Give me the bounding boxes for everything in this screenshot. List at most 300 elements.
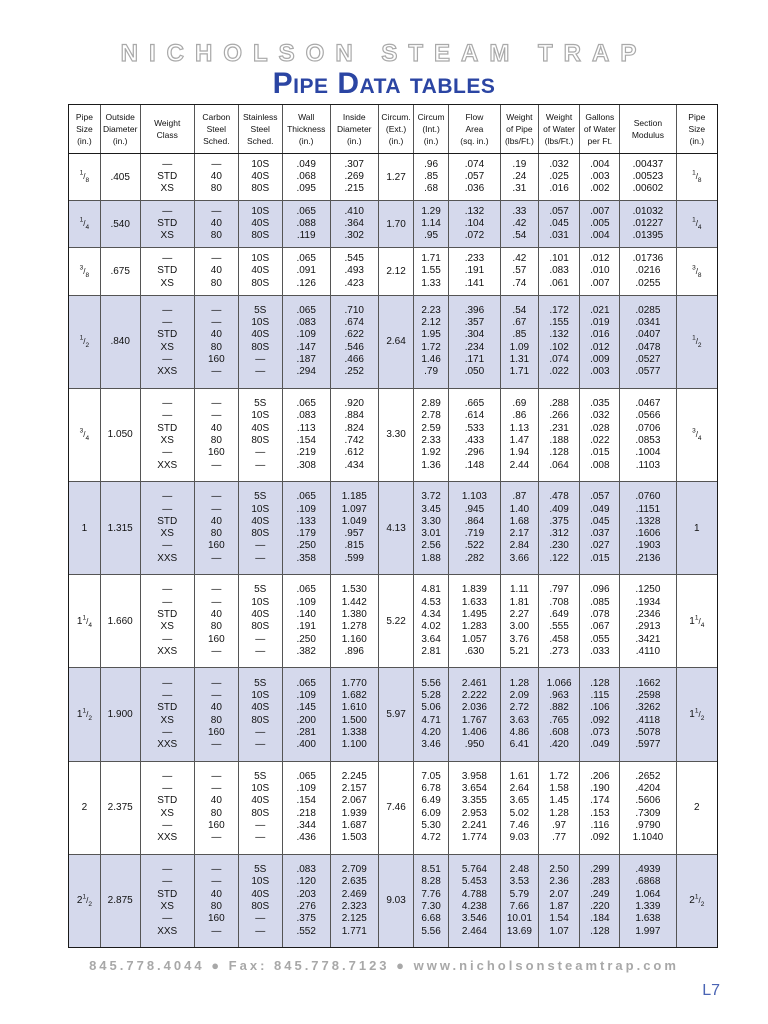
stainless-steel-schedule: 10S [251, 503, 270, 515]
pipe-size-cell [69, 575, 100, 668]
inside-diameter: 2.469 [341, 888, 367, 900]
pipe-size-group [69, 154, 717, 201]
wall-thickness: .218 [296, 807, 316, 819]
pipe-size-denominator: 8 [85, 177, 90, 185]
weight-class: — [162, 584, 173, 596]
outside-diameter-cell [100, 388, 140, 481]
wall-thickness: .358 [296, 552, 316, 564]
section-modulus: .00523 [632, 170, 664, 182]
circumference-internal: 1.55 [421, 265, 441, 277]
circumference-external-cell [378, 248, 414, 295]
stainless-steel-schedule: 40S [251, 515, 270, 527]
weight-of-pipe-cell [501, 248, 539, 295]
weight-class: — [162, 491, 173, 503]
inside-diameter-cell [330, 388, 378, 481]
carbon-steel-schedule: 80 [210, 528, 222, 540]
section-modulus: .6868 [635, 876, 661, 888]
wall-thickness: .088 [296, 218, 316, 230]
column-header-line: of Pipe [506, 123, 533, 134]
column-header-line: (in.) [346, 136, 362, 147]
weight-of-pipe: .69 [512, 398, 527, 410]
weight-of-pipe: 2.09 [509, 689, 530, 701]
section-modulus: .0853 [635, 434, 661, 446]
column-header-line: Weight [545, 111, 573, 122]
gallons-per-foot: .299 [590, 864, 610, 876]
weight-class: — [162, 677, 173, 689]
stainless-steel-schedule: 40S [251, 422, 270, 434]
weight-of-water: 1.87 [549, 900, 569, 912]
column-header [580, 105, 620, 154]
inside-diameter-cell [330, 854, 378, 947]
column-header-line: (lbs/Ft.) [544, 136, 574, 147]
circumference-internal: 3.64 [421, 633, 441, 645]
circumference-internal: 2.23 [421, 304, 441, 316]
flow-area: .665 [464, 398, 485, 410]
stainless-steel-schedule: — [255, 925, 266, 937]
stainless-steel-schedule: — [255, 820, 266, 832]
weight-of-water: .97 [552, 820, 567, 832]
pipe-size-numerator: 3 [692, 427, 696, 435]
fraction-slash: / [698, 896, 701, 906]
section-modulus-cell [620, 761, 676, 854]
stainless-steel-schedule: 10S [251, 253, 270, 265]
pipe-size [77, 616, 92, 627]
pipe-size-denominator: 8 [697, 271, 702, 279]
wall-thickness: .187 [296, 354, 316, 366]
column-header [69, 105, 100, 154]
circumference-external: 1.27 [386, 171, 406, 183]
weight-class-cell [140, 154, 194, 201]
wall-thickness: .133 [296, 515, 316, 527]
section-modulus: .2346 [635, 609, 661, 621]
stainless-steel-schedule: 80S [251, 528, 270, 540]
weight-class-cell [140, 854, 194, 947]
wall-thickness: .147 [296, 341, 316, 353]
wall-thickness: .344 [296, 820, 316, 832]
column-header [282, 105, 330, 154]
gallons-per-foot: .019 [590, 317, 610, 329]
section-modulus: .1662 [635, 677, 661, 689]
weight-of-water: .649 [549, 609, 569, 621]
inside-diameter-cell [330, 248, 378, 295]
weight-of-water: .288 [549, 398, 569, 410]
wall-thickness: .083 [296, 410, 316, 422]
gallons-per-foot: .032 [590, 410, 610, 422]
pipe-size-cell [676, 668, 717, 761]
stainless-steel-schedule-cell [238, 154, 282, 201]
carbon-steel-schedule: 40 [210, 702, 222, 714]
flow-area: 1.406 [461, 726, 487, 738]
weight-class: — [162, 447, 173, 459]
pipe-size-whole: 2 [694, 802, 700, 814]
pipe-size-numerator: 1 [694, 707, 699, 715]
section-modulus: .1934 [635, 596, 661, 608]
wall-thickness: .179 [296, 528, 316, 540]
weight-of-water: .102 [549, 341, 569, 353]
pipe-size [79, 169, 90, 185]
circumference-internal: 4.02 [421, 621, 441, 633]
gallons-per-foot: .049 [590, 503, 610, 515]
column-header-line: Class [156, 130, 178, 140]
weight-of-water: .375 [549, 515, 569, 527]
weight-of-pipe-cell [501, 854, 539, 947]
stainless-steel-schedule: 5S [254, 770, 267, 782]
inside-diameter-cell [330, 482, 378, 575]
carbon-steel-schedule: 40 [210, 888, 222, 900]
weight-of-pipe: 1.09 [509, 341, 530, 353]
weight-of-pipe-cell [501, 154, 539, 201]
circumference-internal-cell [414, 575, 448, 668]
weight-of-pipe: 1.71 [509, 366, 530, 378]
circumference-internal: 7.05 [421, 770, 441, 782]
flow-area: .148 [464, 459, 485, 471]
stainless-steel-schedule: 5S [254, 584, 267, 596]
column-header [448, 105, 500, 154]
weight-class-cell [140, 575, 194, 668]
section-modulus: .1250 [635, 584, 661, 596]
section-modulus: .00437 [632, 158, 664, 170]
stainless-steel-schedule-cell [238, 201, 282, 248]
page-number: L7 [702, 982, 720, 999]
flow-area: 2.241 [461, 820, 487, 832]
weight-of-pipe-cell [501, 388, 539, 481]
circumference-internal: 2.56 [421, 540, 441, 552]
stainless-steel-schedule-cell [238, 388, 282, 481]
wall-thickness-cell [282, 388, 330, 481]
wall-thickness: .109 [296, 783, 316, 795]
circumference-external-cell [378, 388, 414, 481]
wall-thickness: .308 [296, 459, 316, 471]
pipe-size-denominator: 4 [85, 224, 90, 232]
gallons-per-foot: .249 [590, 888, 610, 900]
pipe-size [694, 802, 700, 813]
weight-of-water: .478 [549, 491, 569, 503]
weight-of-pipe: 2.17 [509, 528, 530, 540]
weight-class-cell [140, 761, 194, 854]
gallons-per-foot: .016 [590, 329, 610, 341]
pipe-size-cell [69, 668, 100, 761]
weight-class: XS [160, 183, 174, 195]
inside-diameter: .215 [344, 183, 364, 195]
stainless-steel-schedule: 10S [251, 317, 270, 329]
gallons-per-foot: .220 [590, 900, 610, 912]
section-modulus: .2652 [635, 770, 661, 782]
weight-of-pipe: 4.86 [509, 726, 530, 738]
wall-thickness: .095 [296, 183, 316, 195]
weight-of-pipe-cell [501, 201, 539, 248]
carbon-steel-schedule: 160 [207, 447, 225, 459]
weight-of-pipe: 1.68 [509, 515, 530, 527]
stainless-steel-schedule: — [255, 459, 266, 471]
flow-area: .950 [464, 739, 485, 751]
circumference-external-cell [378, 154, 414, 201]
carbon-steel-schedule: — [211, 645, 222, 657]
circumference-external: 3.30 [386, 429, 406, 441]
circumference-internal: 1.72 [421, 341, 441, 353]
weight-of-pipe: 1.61 [509, 770, 530, 782]
carbon-steel-schedule: 160 [207, 913, 225, 925]
gallons-per-foot-cell [580, 201, 620, 248]
pipe-size-numerator: 3 [79, 427, 84, 435]
weight-of-pipe: 2.72 [509, 702, 530, 714]
column-header-line: (in.) [423, 136, 439, 147]
fraction-slash: / [83, 266, 86, 276]
inside-diameter: .466 [344, 354, 364, 366]
circumference-internal: 2.78 [421, 410, 441, 422]
wall-thickness: .375 [296, 913, 316, 925]
stainless-steel-schedule: 80S [251, 434, 270, 446]
weight-class: — [162, 876, 173, 888]
weight-class: — [162, 158, 173, 170]
weight-class-cell [140, 388, 194, 481]
gallons-per-foot: .003 [590, 170, 610, 182]
column-header-line: Wall [298, 111, 315, 122]
carbon-steel-schedule: — [211, 739, 222, 751]
weight-class: XS [160, 621, 174, 633]
pipe-size-denominator: 4 [85, 435, 90, 443]
weight-of-pipe: .85 [512, 329, 527, 341]
stainless-steel-schedule: — [255, 633, 266, 645]
carbon-steel-schedule-cell [194, 575, 238, 668]
circumference-internal: 8.51 [421, 864, 441, 876]
weight-of-water-cell [538, 295, 580, 388]
flow-area: 2.222 [461, 689, 487, 701]
weight-class: XS [160, 277, 174, 289]
wall-thickness: .049 [296, 158, 316, 170]
weight-of-water-cell [538, 201, 580, 248]
circumference-internal: 1.95 [421, 329, 441, 341]
column-header-line: (sq. in.) [460, 136, 489, 147]
flow-area: 3.546 [461, 913, 487, 925]
inside-diameter: 1.503 [341, 832, 367, 844]
gallons-per-foot: .184 [590, 913, 610, 925]
section-modulus: .0407 [635, 329, 661, 341]
section-modulus-cell [620, 201, 676, 248]
flow-area: 4.238 [461, 900, 487, 912]
column-header [414, 105, 448, 154]
wall-thickness: .083 [296, 864, 316, 876]
table-row [69, 295, 717, 388]
circumference-internal: 4.20 [421, 726, 441, 738]
fraction-slash: / [695, 172, 698, 182]
weight-of-pipe: .54 [512, 304, 527, 316]
carbon-steel-schedule: — [211, 689, 222, 701]
weight-of-water: .016 [549, 183, 569, 195]
inside-diameter: .410 [344, 205, 364, 217]
pipe-size-cell [69, 388, 100, 481]
pipe-size [79, 217, 90, 232]
gallons-per-foot: .033 [590, 645, 610, 657]
circumference-internal: 3.72 [421, 491, 441, 503]
inside-diameter: .307 [344, 158, 364, 170]
flow-area: .357 [464, 317, 485, 329]
inside-diameter: .252 [344, 366, 364, 378]
stainless-steel-schedule: 5S [254, 491, 267, 503]
weight-of-pipe: 3.66 [509, 552, 530, 564]
stainless-steel-schedule: — [255, 552, 266, 564]
wall-thickness: .065 [296, 205, 316, 217]
column-header [620, 105, 676, 154]
flow-area: .234 [464, 341, 485, 353]
weight-of-water: .420 [549, 739, 569, 751]
pipe-size-cell [676, 482, 717, 575]
weight-class: XS [160, 341, 174, 353]
weight-of-water: .77 [552, 832, 567, 844]
stainless-steel-schedule: — [255, 913, 266, 925]
weight-of-water: .083 [549, 265, 569, 277]
column-header-line: Circum. [381, 111, 411, 122]
circumference-internal: .95 [424, 230, 439, 242]
section-modulus: .00602 [632, 183, 664, 195]
weight-of-water: .032 [549, 158, 569, 170]
column-header-line: Size [76, 123, 93, 134]
flow-area: 3.958 [461, 770, 487, 782]
circumference-internal: 1.36 [421, 459, 441, 471]
pipe-size-whole: 1 [694, 522, 700, 534]
circumference-external: 1.70 [386, 218, 406, 230]
gallons-per-foot: .028 [590, 422, 610, 434]
circumference-internal: 1.33 [421, 277, 441, 289]
pipe-size-cell [676, 575, 717, 668]
weight-of-pipe: .19 [512, 158, 527, 170]
inside-diameter: .269 [344, 170, 364, 182]
table-row [69, 388, 717, 481]
circumference-internal-cell [414, 201, 448, 248]
weight-class: STD [157, 702, 178, 714]
circumference-internal: 5.06 [421, 702, 441, 714]
inside-diameter-cell [330, 575, 378, 668]
section-modulus: .2136 [635, 552, 661, 564]
table-row [69, 575, 717, 668]
pipe-size-numerator: 1 [79, 217, 84, 225]
wall-thickness: .276 [296, 900, 316, 912]
circumference-internal: .68 [424, 183, 439, 195]
inside-diameter: .896 [344, 645, 364, 657]
inside-diameter-cell [330, 668, 378, 761]
stainless-steel-schedule: 80S [251, 900, 270, 912]
flow-area-cell [448, 854, 500, 947]
column-header-line: Thickness [287, 123, 326, 134]
weight-class: STD [157, 515, 178, 527]
weight-class: XS [160, 434, 174, 446]
circumference-internal: .85 [424, 170, 439, 182]
weight-of-pipe: 1.81 [509, 596, 530, 608]
circumference-internal: 4.81 [421, 584, 441, 596]
section-modulus: .01395 [632, 230, 664, 242]
carbon-steel-schedule-cell [194, 388, 238, 481]
carbon-steel-schedule: — [211, 770, 222, 782]
section-modulus: .3421 [635, 633, 661, 645]
weight-class: XS [160, 900, 174, 912]
inside-diameter: 2.635 [341, 876, 367, 888]
weight-of-pipe: 1.47 [509, 434, 530, 446]
carbon-steel-schedule-cell [194, 248, 238, 295]
weight-class: STD [157, 609, 178, 621]
flow-area-cell [448, 295, 500, 388]
weight-of-pipe: .33 [512, 205, 527, 217]
weight-of-water: 1.45 [549, 795, 569, 807]
section-modulus: .7309 [635, 807, 661, 819]
circumference-internal: 3.01 [421, 528, 441, 540]
weight-class: — [162, 317, 173, 329]
column-header-line: (in.) [298, 136, 314, 147]
flow-area-cell [448, 154, 500, 201]
carbon-steel-schedule: — [211, 677, 222, 689]
column-header [330, 105, 378, 154]
pipe-size-group [69, 248, 717, 295]
section-modulus: .3262 [635, 702, 661, 714]
stainless-steel-schedule: — [255, 366, 266, 378]
stainless-steel-schedule: 5S [254, 304, 267, 316]
pipe-size-group [69, 201, 717, 248]
pipe-size-cell [69, 482, 100, 575]
section-modulus: .4204 [635, 783, 661, 795]
column-header [140, 105, 194, 154]
flow-area: .104 [464, 218, 485, 230]
weight-of-water-cell [538, 248, 580, 295]
pipe-size [82, 802, 88, 813]
flow-area: 1.283 [461, 621, 487, 633]
weight-of-pipe: 1.28 [509, 677, 530, 689]
weight-of-pipe: 3.63 [509, 714, 530, 726]
weight-of-water: .188 [549, 434, 569, 446]
gallons-per-foot-cell [580, 295, 620, 388]
wall-thickness: .119 [296, 230, 316, 242]
weight-of-water-cell [538, 668, 580, 761]
gallons-per-foot: .037 [590, 528, 610, 540]
inside-diameter: 1.530 [341, 584, 367, 596]
fraction-slash: / [86, 896, 89, 906]
carbon-steel-schedule: — [211, 925, 222, 937]
pipe-size-cell [69, 295, 100, 388]
column-header [194, 105, 238, 154]
gallons-per-foot: .106 [590, 702, 610, 714]
weight-of-water: .101 [549, 253, 569, 265]
outside-diameter-cell [100, 248, 140, 295]
wall-thickness: .109 [296, 503, 316, 515]
column-header-line: Sched. [246, 136, 274, 147]
weight-of-pipe: 1.31 [509, 354, 530, 366]
carbon-steel-schedule: — [211, 552, 222, 564]
column-header-line: Area [465, 123, 484, 134]
section-modulus: .1103 [635, 459, 661, 471]
inside-diameter: .423 [344, 277, 364, 289]
weight-of-water: .555 [549, 621, 569, 633]
pipe-size-group [69, 761, 717, 854]
wall-thickness: .065 [296, 304, 316, 316]
weight-class: XXS [157, 832, 178, 844]
section-modulus: .9790 [635, 820, 661, 832]
gallons-per-foot: .174 [590, 795, 610, 807]
weight-of-pipe: 1.94 [509, 447, 530, 459]
weight-class: STD [157, 170, 178, 182]
section-modulus: .01227 [632, 218, 664, 230]
inside-diameter: .493 [344, 265, 364, 277]
wall-thickness-cell [282, 154, 330, 201]
inside-diameter: .434 [344, 459, 364, 471]
carbon-steel-schedule: 80 [210, 277, 222, 289]
weight-class: XXS [157, 459, 178, 471]
circumference-internal: 3.30 [421, 515, 441, 527]
wall-thickness: .091 [296, 265, 316, 277]
wall-thickness: .065 [296, 491, 316, 503]
carbon-steel-schedule: — [211, 366, 222, 378]
weight-class: — [162, 596, 173, 608]
stainless-steel-schedule: — [255, 354, 266, 366]
inside-diameter: 1.100 [341, 739, 367, 751]
pipe-size-whole: 2 [76, 895, 83, 907]
carbon-steel-schedule: — [211, 491, 222, 503]
